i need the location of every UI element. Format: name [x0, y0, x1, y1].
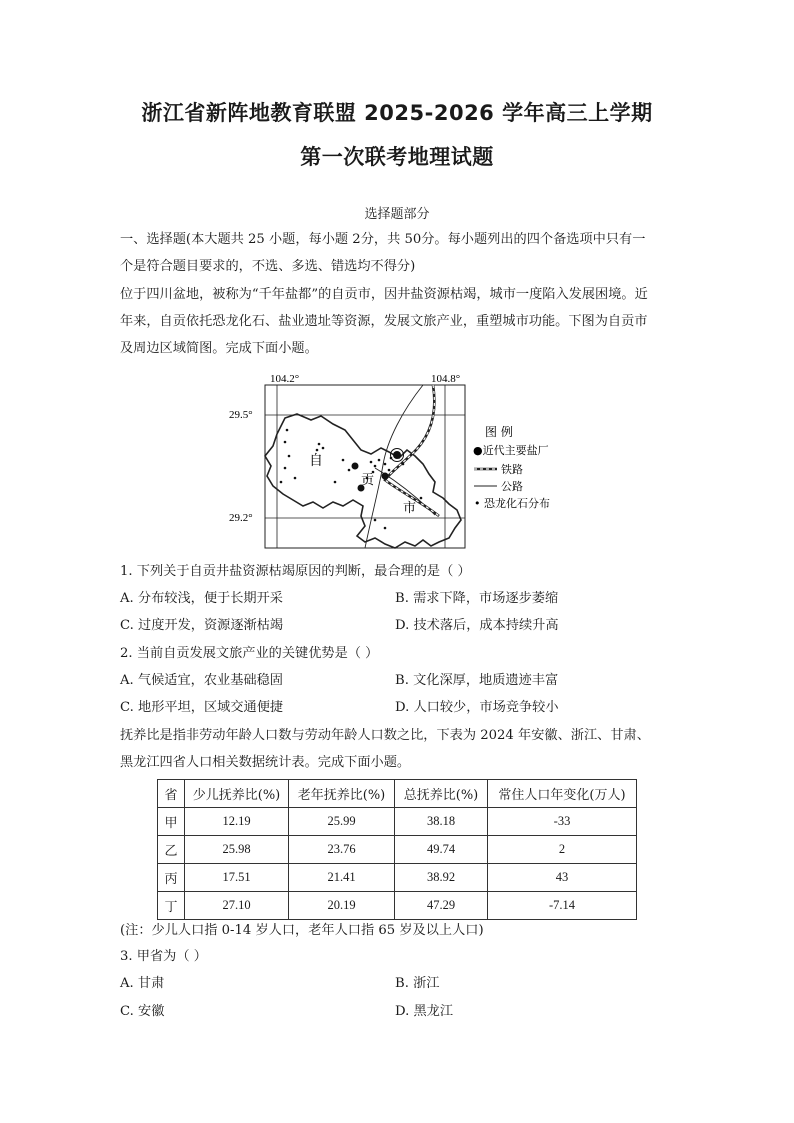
map-char-gong: 贡 — [361, 473, 375, 488]
table-row — [158, 864, 637, 892]
table-note: (注：少儿人口指 0-14 岁人口，老年人口指 65 岁及以上人口) — [120, 923, 484, 938]
table-cell: 38.92 — [395, 864, 488, 892]
map-char-zi: 自 — [309, 453, 323, 469]
population-table — [157, 779, 637, 920]
table-header: 省 — [158, 780, 185, 808]
q3-option-d[interactable]: D. 黑龙江 — [395, 1004, 454, 1019]
legend-salt: ●近代主要盐厂 — [473, 444, 549, 457]
q3-option-c[interactable]: C. 安徽 — [120, 1004, 165, 1019]
q2-option-c[interactable]: C. 地形平坦，区域交通便捷 — [120, 700, 284, 715]
table-cell: 38.18 — [395, 808, 488, 836]
table-cell: 乙 — [158, 836, 185, 864]
legend-fossil: • 恐龙化石分布 — [474, 497, 550, 510]
table-cell: 12.19 — [185, 808, 289, 836]
q1-option-c[interactable]: C. 过度开发，资源逐渐枯竭 — [120, 618, 284, 633]
q1-option-d[interactable]: D. 技术落后，成本持续升高 — [395, 618, 559, 633]
table-cell: 丁 — [158, 892, 185, 920]
q1-stem: 1. 下列关于自贡井盐资源枯竭原因的判断，最合理的是（ ） — [120, 564, 471, 579]
table-cell: 47.29 — [395, 892, 488, 920]
passage1-line-2: 年来，自贡依托恐龙化石、盐业遗址等资源，发展文旅产业，重塑城市功能。下图为自贡市 — [120, 314, 648, 329]
table-header: 总抚养比(%) — [395, 780, 488, 808]
q1-option-b[interactable]: B. 需求下降，市场逐步萎缩 — [395, 591, 559, 606]
q3-stem: 3. 甲省为（ ） — [120, 949, 207, 964]
salt-factory-marker — [352, 463, 359, 470]
q2-option-a[interactable]: A. 气候适宜，农业基础稳固 — [120, 673, 283, 688]
table-row — [158, 808, 637, 836]
salt-factory-marker — [382, 473, 389, 480]
table-row — [158, 892, 637, 920]
table-cell: 25.99 — [289, 808, 395, 836]
table-cell: 丙 — [158, 864, 185, 892]
passage1-line-3: 及周边区域简图。完成下面小题。 — [120, 341, 318, 356]
table-cell: 17.51 — [185, 864, 289, 892]
table-header: 少儿抚养比(%) — [185, 780, 289, 808]
lon-label-right: 104.8° — [431, 373, 461, 385]
q2-stem: 2. 当前自贡发展文旅产业的关键优势是（ ） — [120, 646, 379, 661]
q2-option-d[interactable]: D. 人口较少，市场竞争较小 — [395, 700, 559, 715]
table-row — [158, 836, 637, 864]
table-header: 老年抚养比(%) — [289, 780, 395, 808]
lat-label-top: 29.5° — [229, 409, 253, 421]
table-cell: 27.10 — [185, 892, 289, 920]
highway-line — [365, 385, 423, 548]
q3-option-a[interactable]: A. 甘肃 — [120, 976, 165, 991]
q2-option-b[interactable]: B. 文化深厚，地质遗迹丰富 — [395, 673, 559, 688]
salt-factory-marker — [393, 451, 401, 459]
section-heading: 选择题部分 — [364, 207, 430, 222]
instructions-line-1: 一、选择题(本大题共 25 小题，每小题 2分，共 50分。每小题列出的四个备选项中只有一 — [120, 232, 646, 247]
table-cell: 20.19 — [289, 892, 395, 920]
map-char-shi: 市 — [403, 501, 417, 516]
zigong-region-map — [225, 370, 570, 555]
table-cell: 43 — [488, 864, 637, 892]
instructions-line-2: 个是符合题目要求的，不选、多选、错选均不得分) — [120, 259, 416, 274]
table-cell: 25.98 — [185, 836, 289, 864]
table-header: 常住人口年变化(万人) — [488, 780, 637, 808]
exam-title-line1: 浙江省新阵地教育联盟 2025-2026 学年高三上学期 — [141, 101, 653, 125]
legend-road: 公路 — [501, 480, 523, 493]
table-header-row — [158, 780, 637, 808]
passage1-line-1: 位于四川盆地，被称为“千年盐都”的自贡市，因井盐资源枯竭，城市一度陷入发展困境。近 — [120, 287, 648, 302]
exam-title-line2: 第一次联考地理试题 — [300, 145, 494, 169]
table-cell: 23.76 — [289, 836, 395, 864]
q3-option-b[interactable]: B. 浙江 — [395, 976, 440, 991]
table-cell: 2 — [488, 836, 637, 864]
passage2-line-1: 抚养比是指非劳动年龄人口数与劳动年龄人口数之比，下表为 2024 年安徽、浙江、甘肃、 — [120, 728, 650, 743]
lat-label-bottom: 29.2° — [229, 512, 253, 524]
fossil-dots — [280, 429, 423, 530]
table-cell: -33 — [488, 808, 637, 836]
legend-title: 图 例 — [485, 425, 513, 439]
table-cell: 21.41 — [289, 864, 395, 892]
passage2-line-2: 黑龙江四省人口相关数据统计表。完成下面小题。 — [120, 755, 411, 770]
railway-line — [385, 385, 439, 516]
table-cell: 甲 — [158, 808, 185, 836]
lon-label-left: 104.2° — [270, 373, 300, 385]
legend-rail: 铁路 — [501, 463, 523, 476]
table-cell: 49.74 — [395, 836, 488, 864]
table-cell: -7.14 — [488, 892, 637, 920]
q1-option-a[interactable]: A. 分布较浅，便于长期开采 — [120, 591, 283, 606]
